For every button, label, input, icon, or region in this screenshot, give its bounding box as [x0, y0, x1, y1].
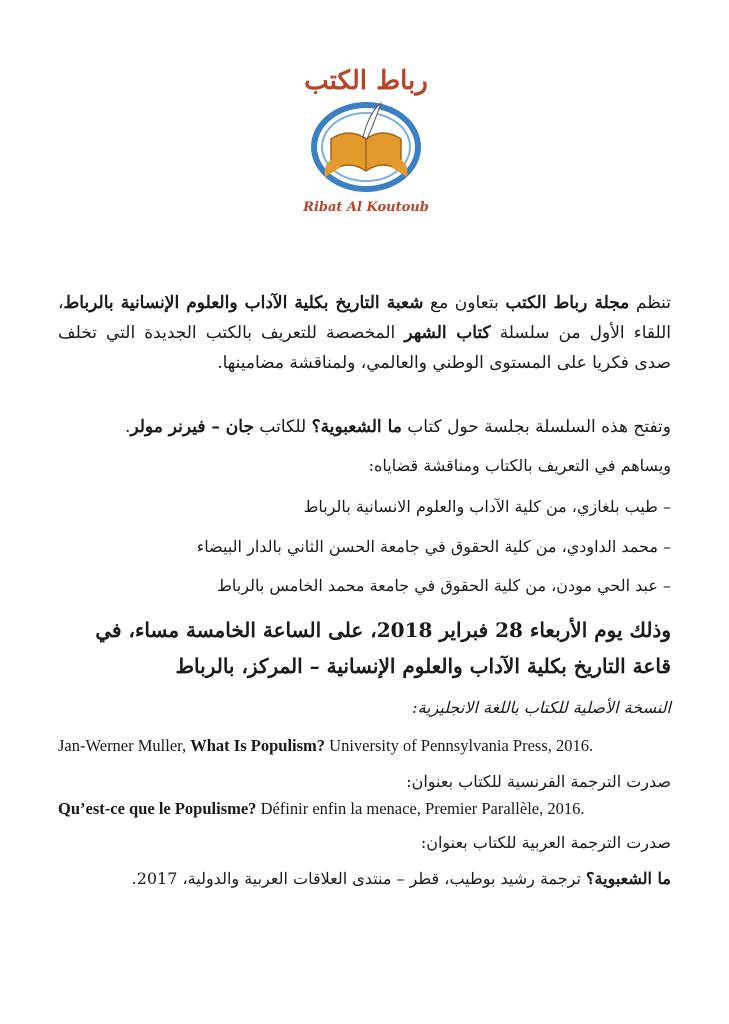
original-edition-label: النسخة الأصلية للكتاب باللغة الانجليزية: [412, 698, 671, 717]
intro-text: بتعاون مع [423, 293, 506, 313]
intro-text: المخصصة للتعريف بالكتب الجديدة التي تخلف صدى فكريا على المستوى الوطني والعالمي، ولمناقشة مضامينها. [58, 323, 671, 373]
opening-text: وتفتح هذه السلسلة بجلسة حول كتاب [401, 417, 671, 437]
opening-paragraph [58, 414, 671, 440]
french-edition-reference [58, 796, 671, 822]
intro-text: ، اللقاء الأول من سلسلة [58, 293, 671, 343]
reference-publisher: ترجمة رشيد بوطيب، قطر – منتدى العلاقات العربية والدولية، 2017. [131, 869, 587, 888]
book-title: ما الشعبوية؟ [311, 417, 402, 437]
intro-text: تنظم [629, 293, 672, 313]
participant-item: – محمد الداودي، من كلية الحقوق في جامعة الحسن الثاني بالدار البيضاء [196, 537, 671, 556]
arabic-edition-label: صدرت الترجمة العربية للكتاب بعنوان: [420, 833, 671, 852]
reference-title: What Is Populism? [190, 736, 326, 755]
intro-paragraph [58, 288, 671, 378]
participant-item: – عبد الحي مودن، من كلية الحقوق في جامعة محمد الخامس بالرباط [217, 576, 671, 595]
reference-author: Jan-Werner Muller, [58, 736, 191, 755]
participant-item: – طيب بلغازي، من كلية الآداب والعلوم الانسانية بالرباط [303, 497, 671, 516]
reference-title: Qu’est-ce que le Populisme? [58, 799, 257, 818]
reference-title: ما الشعبوية؟ [586, 869, 671, 888]
logo-arabic-name: رباط الكتب [304, 66, 428, 96]
series-name: كتاب الشهر [404, 323, 491, 343]
participants-intro: ويساهم في التعريف بالكتاب ومناقشة قضاياه: [368, 456, 671, 475]
opening-text: للكاتب [253, 417, 312, 437]
department-name: شعبة التاريخ بكلية الآداب والعلوم الإنسانية بالرباط [63, 293, 424, 313]
event-details: وذلك يوم الأربعاء 28 فبراير 2018، على الساعة الخامسة مساء، في قاعة التاريخ بكلية الآداب والعلوم الإنسانية – المركز، بالرباط [95, 618, 671, 678]
magazine-name: مجلة رباط الكتب [505, 293, 630, 313]
reference-publisher: University of Pennsylvania Press, 2016. [325, 736, 594, 755]
opening-text: . [124, 417, 131, 437]
original-edition-reference [58, 733, 671, 759]
author-name: جان – فيرنر مولر [130, 417, 254, 437]
logo-latin-name: Ribat Al Koutoub [303, 200, 429, 215]
reference-publisher: Définir enfin la menace, Premier Parallèle, 2016. [256, 799, 585, 818]
arabic-edition-reference [58, 866, 671, 892]
ribat-al-koutoub-logo [291, 55, 441, 217]
french-edition-label: صدرت الترجمة الفرنسية للكتاب بعنوان: [406, 772, 671, 791]
